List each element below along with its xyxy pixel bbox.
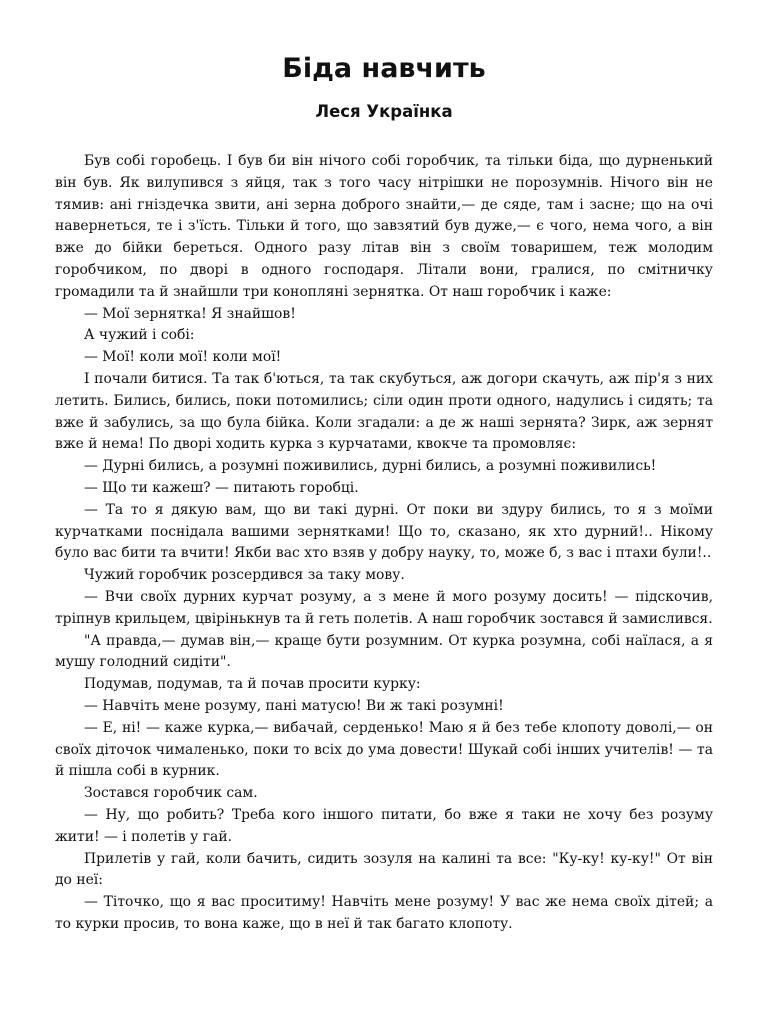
paragraph: — Навчіть мене розуму, пані матусю! Ви ж такі розумні! xyxy=(84,697,504,714)
story-text xyxy=(55,151,713,936)
paragraph: І почали битися. Та так б'ються, та так скубуться, аж догори скачуть, аж пір'я з них летить. Бились, бились, поки потомились; сіли один проти одного, надулись і сидять; та вже й забулись, за що була бійка. Коли згадали: а де ж наші зернята? Зирк, аж зернят вже й нема! По дворі ходить курка з курчатами, квокче та промовляє: xyxy=(55,370,713,453)
paragraph: — Мої! коли мої! коли мої! xyxy=(84,349,282,366)
paragraph: Був собі горобець. І був би він нічого собі горобчик, та тільки біда, що дурненький він був. Як вилупився з яйця, так з того часу нітрішки не порозумнів. Нічого він не тямив: ані гніздечка звити, ані зерна доброго знайти,— де сяде, там і засне; що на очі навернеться, те і з'їсть. Тільки й того, що завзятий був дуже,— є чого, нема чого, а він вже до бійки береться. Одного разу літав він з своїм товаришем, теж молодим горобчиком, по дворі в одного господаря. Літали вони, гралися, по смітничку громадили та й знайшли три конопляні зернятка. От наш горобчик і каже: xyxy=(55,153,713,300)
paragraph: — Що ти кажеш? — питають горобці. xyxy=(84,479,359,496)
author-name: Леся Українка xyxy=(315,102,453,121)
paragraph: А чужий і собі: xyxy=(84,327,195,344)
paragraph: Прилетів у гай, коли бачить, сидить зозуля на калині та все: "Ку-ку! ку-ку!" От він до неї: xyxy=(55,850,713,889)
paragraph: — Тіточко, що я вас проситиму! Навчіть мене розуму! У вас же нема своїх дітей; а то курки просив, то вона каже, що в неї й так багато клопоту. xyxy=(55,894,713,932)
paragraph: Подумав, подумав, та й почав просити курку: xyxy=(84,676,421,693)
paragraph: — Та то я дякую вам, що ви такі дурні. От поки ви здуру бились, то я з моїми курчатками поснідала вашими зернятками! Що то, сказано, як хто дурний!.. Нікому було вас бити та вчити! Якби вас хто взяв у добру науку, то, може б, з вас і птахи були!.. xyxy=(55,501,713,562)
paragraph: Чужий горобчик розсердився за таку мову. xyxy=(84,567,405,584)
page-title: Біда навчить xyxy=(282,53,486,84)
paragraph: "А правда,— думав він,— краще бути розумним. От курка розумна, собі наїлася, а я мушу голодний сидіти". xyxy=(55,632,713,671)
paragraph: — Дурні бились, а розумні поживились, дурні бились, а розумні поживились! xyxy=(84,458,657,475)
paragraph: — Вчи своїх дурних курчат розуму, а з мене й мого розуму досить! — підскочив, тріпнув крильцем, цвірінькнув та й геть полетів. А наш горобчик зостався й замислився. xyxy=(55,588,713,627)
paragraph: — Мої зернятка! Я знайшов! xyxy=(84,305,296,322)
paragraph: — Е, ні! — каже курка,— вибачай, серденько! Маю я й без тебе клопоту доволі,— он своїх діточок чималенько, поки то всіх до ума довести! Шукай собі інших учителів! — та й пішла собі в курник. xyxy=(55,719,713,780)
paragraph: Зостався горобчик сам. xyxy=(84,785,258,802)
paragraph: — Ну, що робить? Треба кого іншого питати, бо вже я таки не хочу без розуму жити! — і полетів у гай. xyxy=(55,806,713,845)
